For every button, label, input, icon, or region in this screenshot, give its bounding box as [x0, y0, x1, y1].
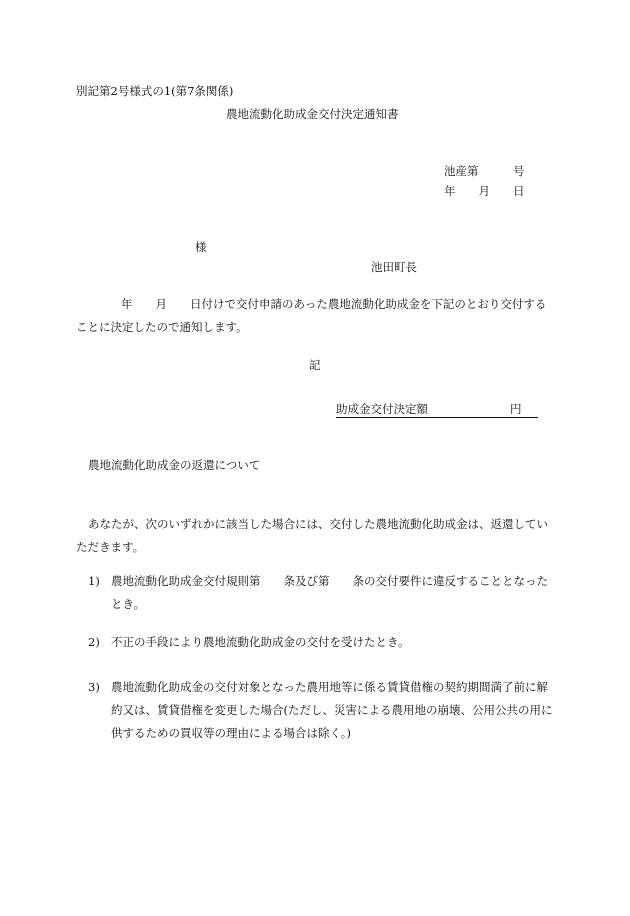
recipient-honorific: 様 — [195, 240, 207, 254]
form-identifier: 別記第2号様式の1(第7条関係) — [76, 84, 234, 98]
list-item-number: 2) — [88, 635, 100, 649]
reference-date: 年 月 日 — [444, 184, 525, 198]
grant-amount-label: 助成金交付決定額 — [336, 402, 428, 416]
list-item-text: 不正の手段により農地流動化助成金の交付を受けたとき。 — [111, 635, 410, 649]
issuer-name: 池田町長 — [371, 260, 417, 274]
section-body: あなたが、次のいずれかに該当した場合には、交付した農地流動化助成金は、返還していただきます。 — [76, 517, 548, 554]
grant-amount-line — [336, 404, 538, 418]
intro-paragraph: 年 月 日付けで交付申請のあった農地流動化助成金を下記のとおり交付することに決定したので通知します。 — [76, 297, 547, 334]
list-item — [88, 570, 554, 616]
list-item-text: 農地流動化助成金交付規則第 条及び第 条の交付要件に違反することとなったとき。 — [111, 574, 548, 611]
reference-number: 池産第 号 — [444, 164, 525, 178]
grant-amount-unit: 円 — [510, 402, 522, 416]
ki-marker: 記 — [309, 358, 321, 372]
list-item-text: 農地流動化助成金の交付対象となった農用地等に係る賃貸借権の契約期間満了前に解約又は、賃貸借権を変更した場合(ただし、災害による農用地の崩壊、公用公共の用に供するための買収等の理由による場合は除く。) — [111, 680, 553, 740]
list-item — [88, 676, 554, 745]
section-heading: 農地流動化助成金の返還について — [88, 458, 261, 472]
list-item-number: 1) — [88, 574, 100, 588]
list-item-number: 3) — [88, 680, 100, 694]
document-title: 農地流動化助成金交付決定通知書 — [226, 107, 399, 121]
list-item — [88, 631, 554, 654]
